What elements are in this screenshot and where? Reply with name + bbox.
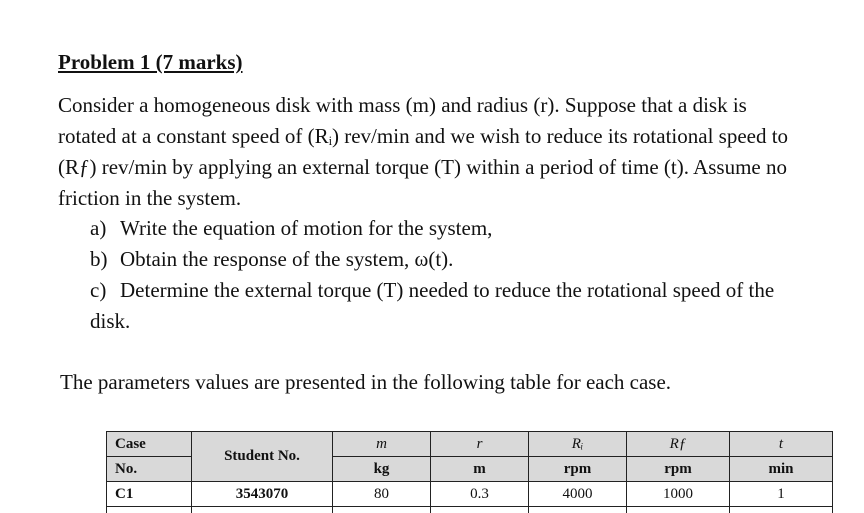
table-header-row: [107, 432, 833, 457]
cell-empty: [627, 507, 730, 513]
task-marker: a): [90, 216, 107, 240]
task-text: Determine the external torque (T) needed to reduce the rotational speed of the: [120, 278, 775, 302]
header-unit: m: [431, 457, 529, 482]
cell-empty: [529, 507, 627, 513]
header-symbol: r: [431, 432, 529, 457]
cell-value: 0.3: [431, 482, 529, 507]
header-unit: min: [730, 457, 833, 482]
task-item-a: [90, 213, 774, 244]
task-item-c-continued: [90, 306, 774, 337]
task-item-c: [90, 275, 774, 306]
cell-case: C1: [107, 482, 192, 507]
header-symbol: Rᵢ: [529, 432, 627, 457]
statement-line: (Rƒ) rev/min by applying an external torque (T) within a period of time (t). Assume no: [58, 155, 787, 179]
header-unit: kg: [333, 457, 431, 482]
cell-student-no: 3543070: [192, 482, 333, 507]
header-student-no: Student No.: [192, 432, 333, 482]
task-list: [90, 213, 774, 337]
header-unit: rpm: [627, 457, 730, 482]
task-marker: c): [90, 278, 107, 302]
header-symbol: Rƒ: [627, 432, 730, 457]
table-caption: The parameters values are presented in the following table for each case.: [60, 370, 672, 394]
table-row: [107, 507, 833, 513]
statement-line: friction in the system.: [58, 186, 242, 210]
task-text: Obtain the response of the system, ω(t).: [120, 247, 454, 271]
cell-empty: [333, 507, 431, 513]
statement-line: rotated at a constant speed of (Rᵢ) rev/min and we wish to reduce its rotational speed to: [58, 124, 789, 148]
header-unit: rpm: [529, 457, 627, 482]
cell-empty: [192, 507, 333, 513]
problem-title: Problem 1 (7 marks): [58, 50, 243, 74]
task-text: Write the equation of motion for the system,: [120, 216, 493, 240]
cell-empty: [431, 507, 529, 513]
task-text: disk.: [90, 309, 131, 333]
cell-value: 80: [333, 482, 431, 507]
parameters-table: [106, 431, 833, 513]
cell-empty: [730, 507, 833, 513]
cell-empty: [107, 507, 192, 513]
statement-line: Consider a homogeneous disk with mass (m) and radius (r). Suppose that a disk is: [58, 93, 747, 117]
header-symbol: m: [333, 432, 431, 457]
problem-statement: [58, 90, 864, 214]
task-marker: b): [90, 247, 108, 271]
cell-value: 4000: [529, 482, 627, 507]
header-case: Case: [107, 432, 192, 457]
header-case-no: No.: [107, 457, 192, 482]
cell-value: 1000: [627, 482, 730, 507]
cell-value: 1: [730, 482, 833, 507]
header-symbol: t: [730, 432, 833, 457]
task-item-b: [90, 244, 774, 275]
table-row: [107, 482, 833, 507]
